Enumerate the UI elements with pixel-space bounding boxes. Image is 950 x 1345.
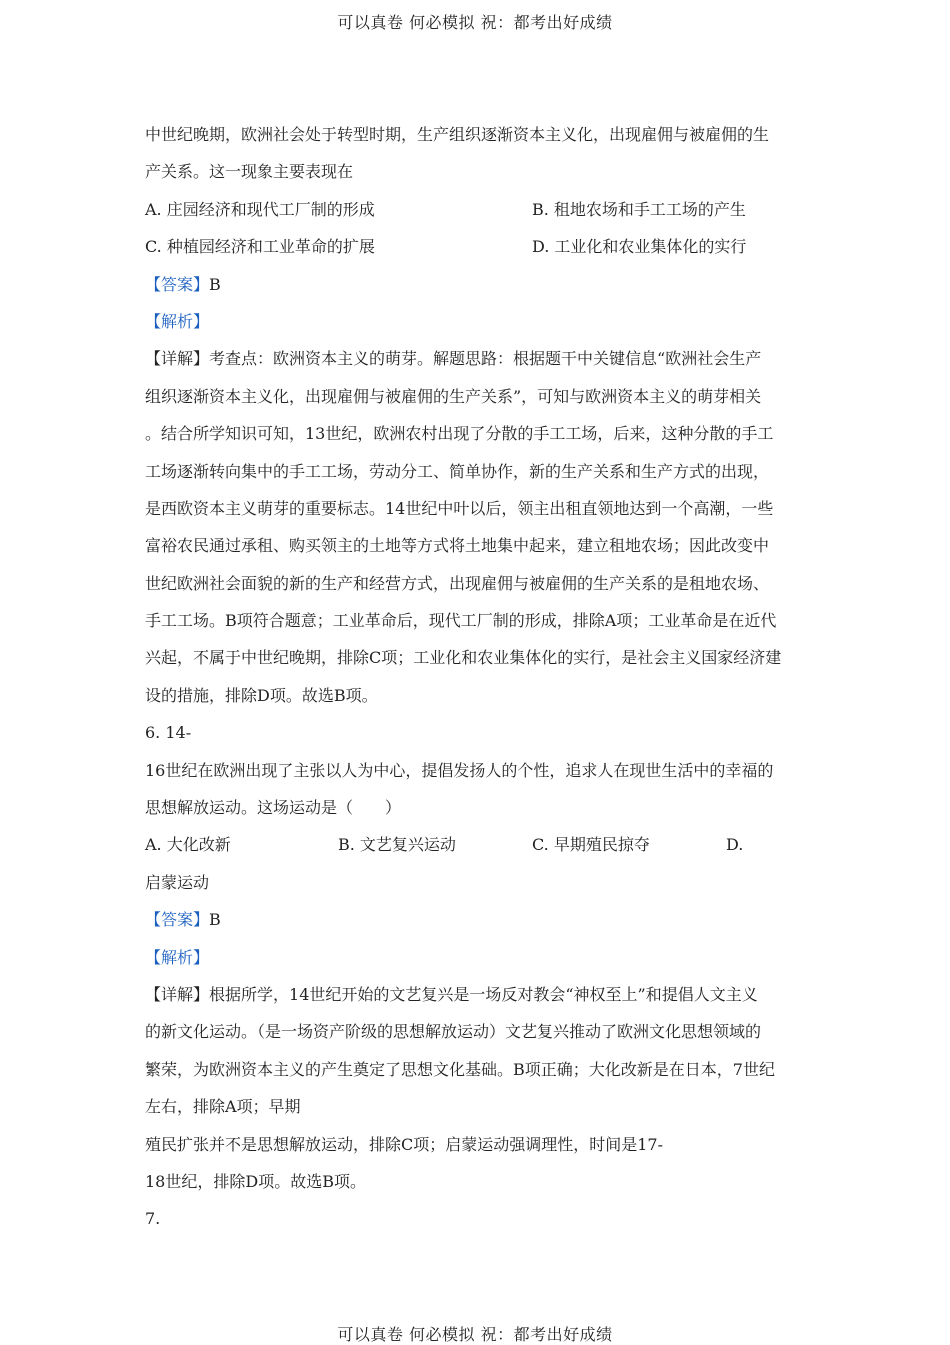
detail-line: 繁荣，为欧洲资本主义的产生奠定了思想文化基础。B项正确；大化改新是在日本，7世纪 — [145, 1059, 775, 1079]
option-d: D. 工业化和农业集体化的实行 — [532, 237, 747, 257]
detail-line: 组织逐渐资本主义化，出现雇佣与被雇佣的生产关系”，可知与欧洲资本主义的萌芽相关 — [145, 386, 762, 406]
analysis-tag: 【解析】 — [145, 311, 210, 331]
question-number: 6. 14- — [145, 723, 192, 743]
page-footer: 可以真卷 何必模拟 祝：都考出好成绩 — [337, 1325, 613, 1344]
answer-tag: 【答案】 — [145, 910, 210, 930]
detail-line — [145, 976, 810, 1013]
detail-text: 根据所学，14世纪开始的文艺复兴是一场反对教会“神权至上”和提倡人文主义 — [209, 984, 758, 1004]
question-number: 7. — [145, 1209, 161, 1229]
answer-value: B — [209, 910, 221, 930]
options-row — [145, 826, 810, 863]
question-stem-line: 中世纪晚期，欧洲社会处于转型时期，生产组织逐渐资本主义化，出现雇佣与被雇佣的生 — [145, 125, 770, 144]
detail-line: 是西欧资本主义萌芽的重要标志。14世纪中叶以后，领主出租直领地达到一个高潮，一些 — [145, 498, 774, 518]
detail-line: 设的措施，排除D项。故选B项。 — [145, 685, 378, 705]
analysis-line — [145, 303, 810, 340]
detail-line: 的新文化运动。（是一场资产阶级的思想解放运动）文艺复兴推动了欧洲文化思想领域的 — [145, 1022, 762, 1042]
answer-line — [145, 266, 810, 303]
question-stem-line: 思想解放运动。这场运动是（ ） — [145, 798, 402, 818]
answer-value: B — [209, 274, 221, 294]
option-c: C. 早期殖民掠夺 — [532, 835, 650, 855]
option-c: C. 种植园经济和工业革命的扩展 — [145, 237, 375, 257]
question-stem-line: 16世纪在欧洲出现了主张以人为中心，提倡发扬人的个性，追求人在现世生活中的幸福的 — [145, 760, 774, 780]
analysis-line — [145, 939, 810, 976]
option-b: B. 文艺复兴运动 — [338, 835, 456, 855]
answer-tag: 【答案】 — [145, 274, 210, 294]
question-stem-line: 产关系。这一现象主要表现在 — [145, 162, 354, 182]
detail-tag: 【详解】 — [145, 349, 210, 369]
detail-line: 18世纪，排除D项。故选B项。 — [145, 1171, 366, 1191]
detail-line: 左右，排除A项；早期 — [145, 1097, 301, 1117]
answer-line — [145, 901, 810, 938]
options-row — [145, 228, 810, 265]
detail-text: 考查点：欧洲资本主义的萌芽。解题思路：根据题干中关键信息“欧洲社会生产 — [209, 349, 762, 369]
detail-line — [145, 340, 810, 377]
detail-line: 兴起，不属于中世纪晚期，排除C项；工业化和农业集体化的实行，是社会主义国家经济建 — [145, 648, 782, 668]
option-b: B. 租地农场和手工工场的产生 — [532, 199, 746, 219]
detail-tag: 【详解】 — [145, 984, 210, 1004]
option-d: D. — [726, 835, 744, 855]
options-row — [145, 191, 810, 228]
detail-line: 殖民扩张并不是思想解放运动，排除C项；启蒙运动强调理性，时间是17- — [145, 1134, 664, 1154]
page-header: 可以真卷 何必模拟 祝：都考出好成绩 — [337, 13, 613, 32]
page-content — [145, 116, 810, 1238]
detail-line: 世纪欧洲社会面貌的新的生产和经营方式，出现雇佣与被雇佣的生产关系的是租地农场、 — [145, 573, 770, 593]
detail-line: 富裕农民通过承租、购买领主的土地等方式将土地集中起来，建立租地农场；因此改变中 — [145, 536, 770, 556]
option-d-continued: 启蒙运动 — [145, 872, 210, 892]
detail-line: 。结合所学知识可知，13世纪，欧洲农村出现了分散的手工工场，后来，这种分散的手工 — [145, 424, 774, 444]
analysis-tag: 【解析】 — [145, 947, 210, 967]
option-a: A. 大化改新 — [145, 835, 231, 855]
detail-line: 工场逐渐转向集中的手工工场，劳动分工、简单协作，新的生产关系和生产方式的出现， — [145, 461, 770, 481]
option-a: A. 庄园经济和现代工厂制的形成 — [145, 199, 375, 219]
detail-line: 手工工场。B项符合题意；工业革命后，现代工厂制的形成，排除A项；工业革命是在近代 — [145, 611, 777, 631]
